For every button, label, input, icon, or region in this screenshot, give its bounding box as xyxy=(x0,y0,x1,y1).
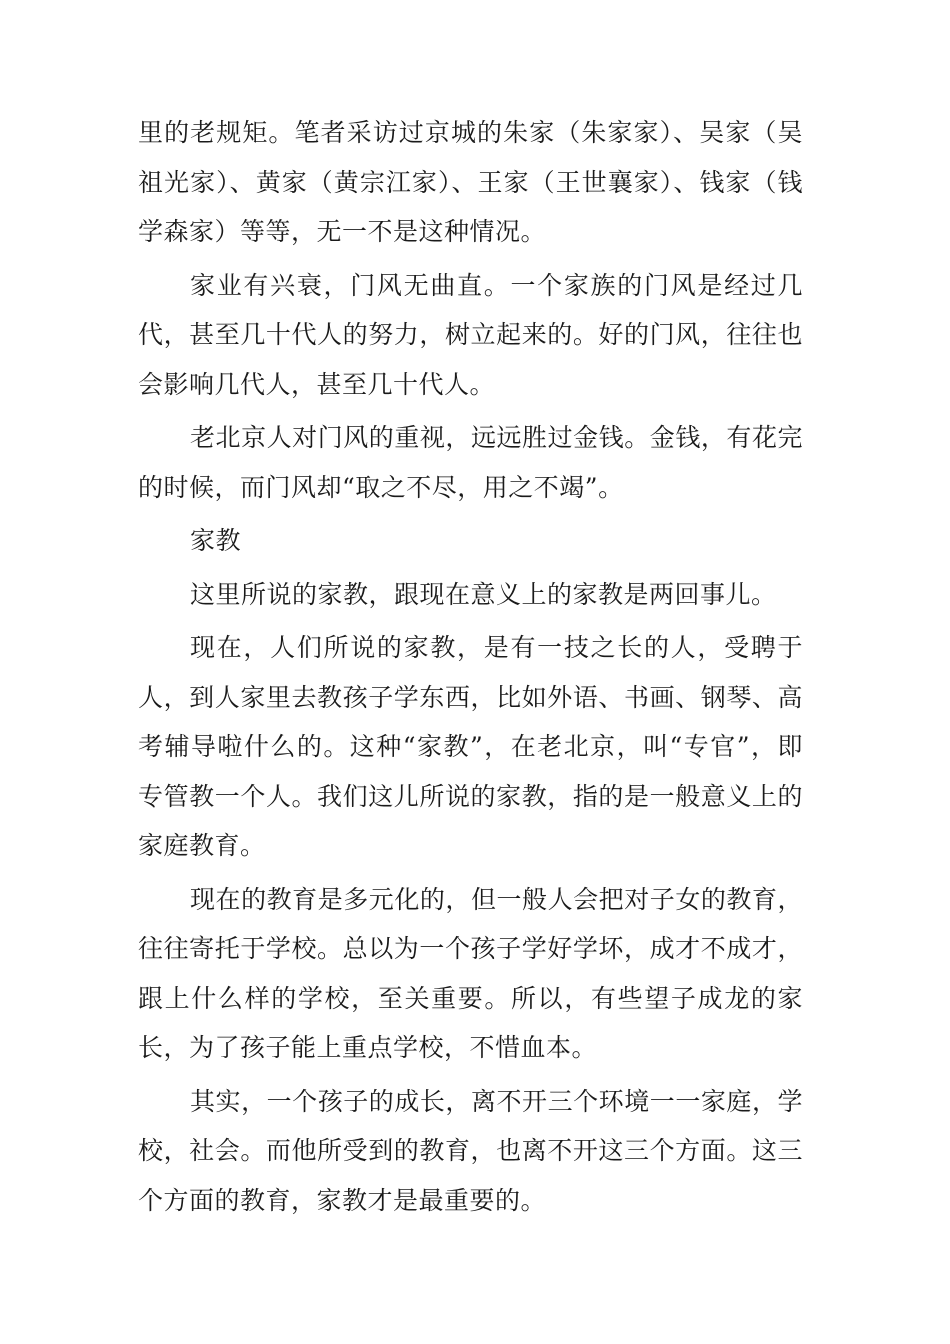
paragraph-tradition-vs-money: 老北京人对门风的重视，远远胜过金钱。金钱，有花完的时候，而门风却“取之不尽，用之不竭”。 xyxy=(138,423,803,502)
section-heading: 家教 xyxy=(190,526,242,555)
document-page xyxy=(138,108,803,1229)
paragraph-continuation: 里的老规矩。笔者采访过京城的朱家（朱家家）、吴家（吴祖光家）、黄家（黄宗江家）、王家（王世襄家）、钱家（钱学森家）等等，无一不是这种情况。 xyxy=(138,118,803,246)
paragraph-family-tradition: 家业有兴衰，门风无曲直。一个家族的门风是经过几代，甚至几十代人的努力，树立起来的。好的门风，往往也会影响几代人，甚至几十代人。 xyxy=(138,270,803,399)
paragraph-definition: 这里所说的家教，跟现在意义上的家教是两回事儿。 xyxy=(190,579,777,609)
paragraph-modern-education: 现在的教育是多元化的，但一般人会把对子女的教育，往往寄托于学校。总以为一个孩子学好学坏，成才不成才，跟上什么样的学校，至关重要。所以，有些望子成龙的家长，为了孩子能上重点学校，不惜血本。 xyxy=(138,884,803,1062)
paragraph-three-environments: 其实，一个孩子的成长，离不开三个环境一一家庭，学校，社会。而他所受到的教育，也离不开这三个方面。这三个方面的教育，家教才是最重要的。 xyxy=(138,1086,803,1215)
paragraph-modern-tutoring: 现在，人们所说的家教，是有一技之长的人，受聘于人，到人家里去教孩子学东西，比如外语、书画、钢琴、高考辅导啦什么的。这种“家教”，在老北京，叫“专官”，即专管教一个人。我们这儿所说的家教，指的是一般意义上的家庭教育。 xyxy=(138,633,803,860)
